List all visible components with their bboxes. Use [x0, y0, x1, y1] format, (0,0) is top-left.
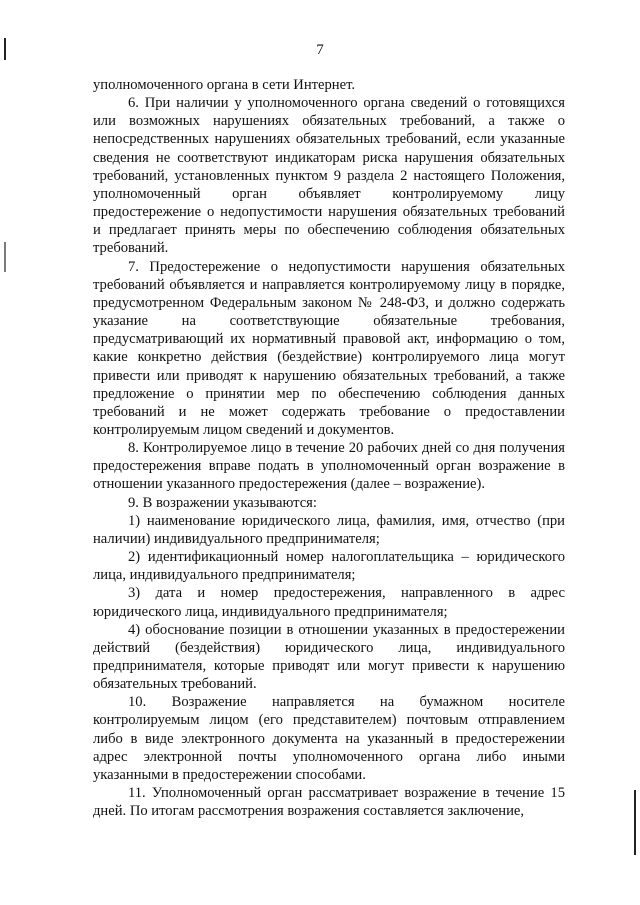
list-item-2: 2) идентификационный номер налогоплательщика – юридического лица, индивидуального предпринимателя;	[93, 549, 565, 584]
paragraph-8: 8. Контролируемое лицо в течение 20 рабочих дней со дня получения предостережения вправе подать в уполномоченный орган возражение в отношении указанного предостережения (далее – возражение).	[93, 440, 565, 493]
list-item-3: 3) дата и номер предостережения, направленного в адрес юридического лица, индивидуального предпринимателя;	[93, 585, 565, 620]
paragraph-9: 9. В возражении указываются:	[128, 494, 317, 511]
list-item-4: 4) обоснование позиции в отношении указанных в предостережении действий (бездействия) юридического лица, индивидуального предпринимателя, которые приводят или могут привести к нарушению обязательных требований.	[93, 621, 565, 693]
list-item-1: 1) наименование юридического лица, фамилия, имя, отчество (при наличии) индивидуального предпринимателя;	[93, 512, 565, 547]
paragraph-11: 11. Уполномоченный орган рассматривает возражение в течение 15 дней. По итогам рассмотрения возражения составляется заключение,	[93, 785, 565, 820]
paragraph-7: 7. Предостережение о недопустимости нарушения обязательных требований объявляется и направляется контролируемому лицу в порядке, предусмотренном Федеральным законом № 248-ФЗ, и должно содержать указание на соответствующие обязательные требования, предусматривающий их нормативный правовой акт, информацию о том, какие конкретно действия (бездействие) контролируемого лица могут привести или приводят к нарушению обязательных требований, а также предложение о принятии мер по обеспечению соблюдения данных требований и не может содержать требование о предоставлении контролируемым лицом сведений и документов.	[93, 258, 565, 438]
page-number: 7	[316, 42, 324, 58]
document-body	[93, 76, 565, 820]
paragraph-continuation: уполномоченного органа в сети Интернет.	[93, 77, 355, 93]
paragraph-6: 6. При наличии у уполномоченного органа сведений о готовящихся или возможных нарушениях обязательных требований, а также о непосредственных нарушениях обязательных требований, если указанные сведения не соответствуют индикаторам риска нарушения обязательных требований, установленных пунктом 9 раздела 2 настоящего Положения, уполномоченный орган объявляет контролируемому лицу предостережение о недопустимости нарушения обязательных требований и предлагает принять меры по обеспечению соблюдения обязательных требований.	[93, 95, 565, 257]
scan-edge-mark-left-middle	[4, 242, 6, 272]
scan-edge-mark-right-bottom	[634, 790, 636, 855]
paragraph-10: 10. Возражение направляется на бумажном носителе контролируемым лицом (его представителем) почтовым отправлением либо в виде электронного документа на указанный в предостережении адрес электронной почты уполномоченного органа либо иными указанными в предостережении способами.	[93, 694, 565, 783]
